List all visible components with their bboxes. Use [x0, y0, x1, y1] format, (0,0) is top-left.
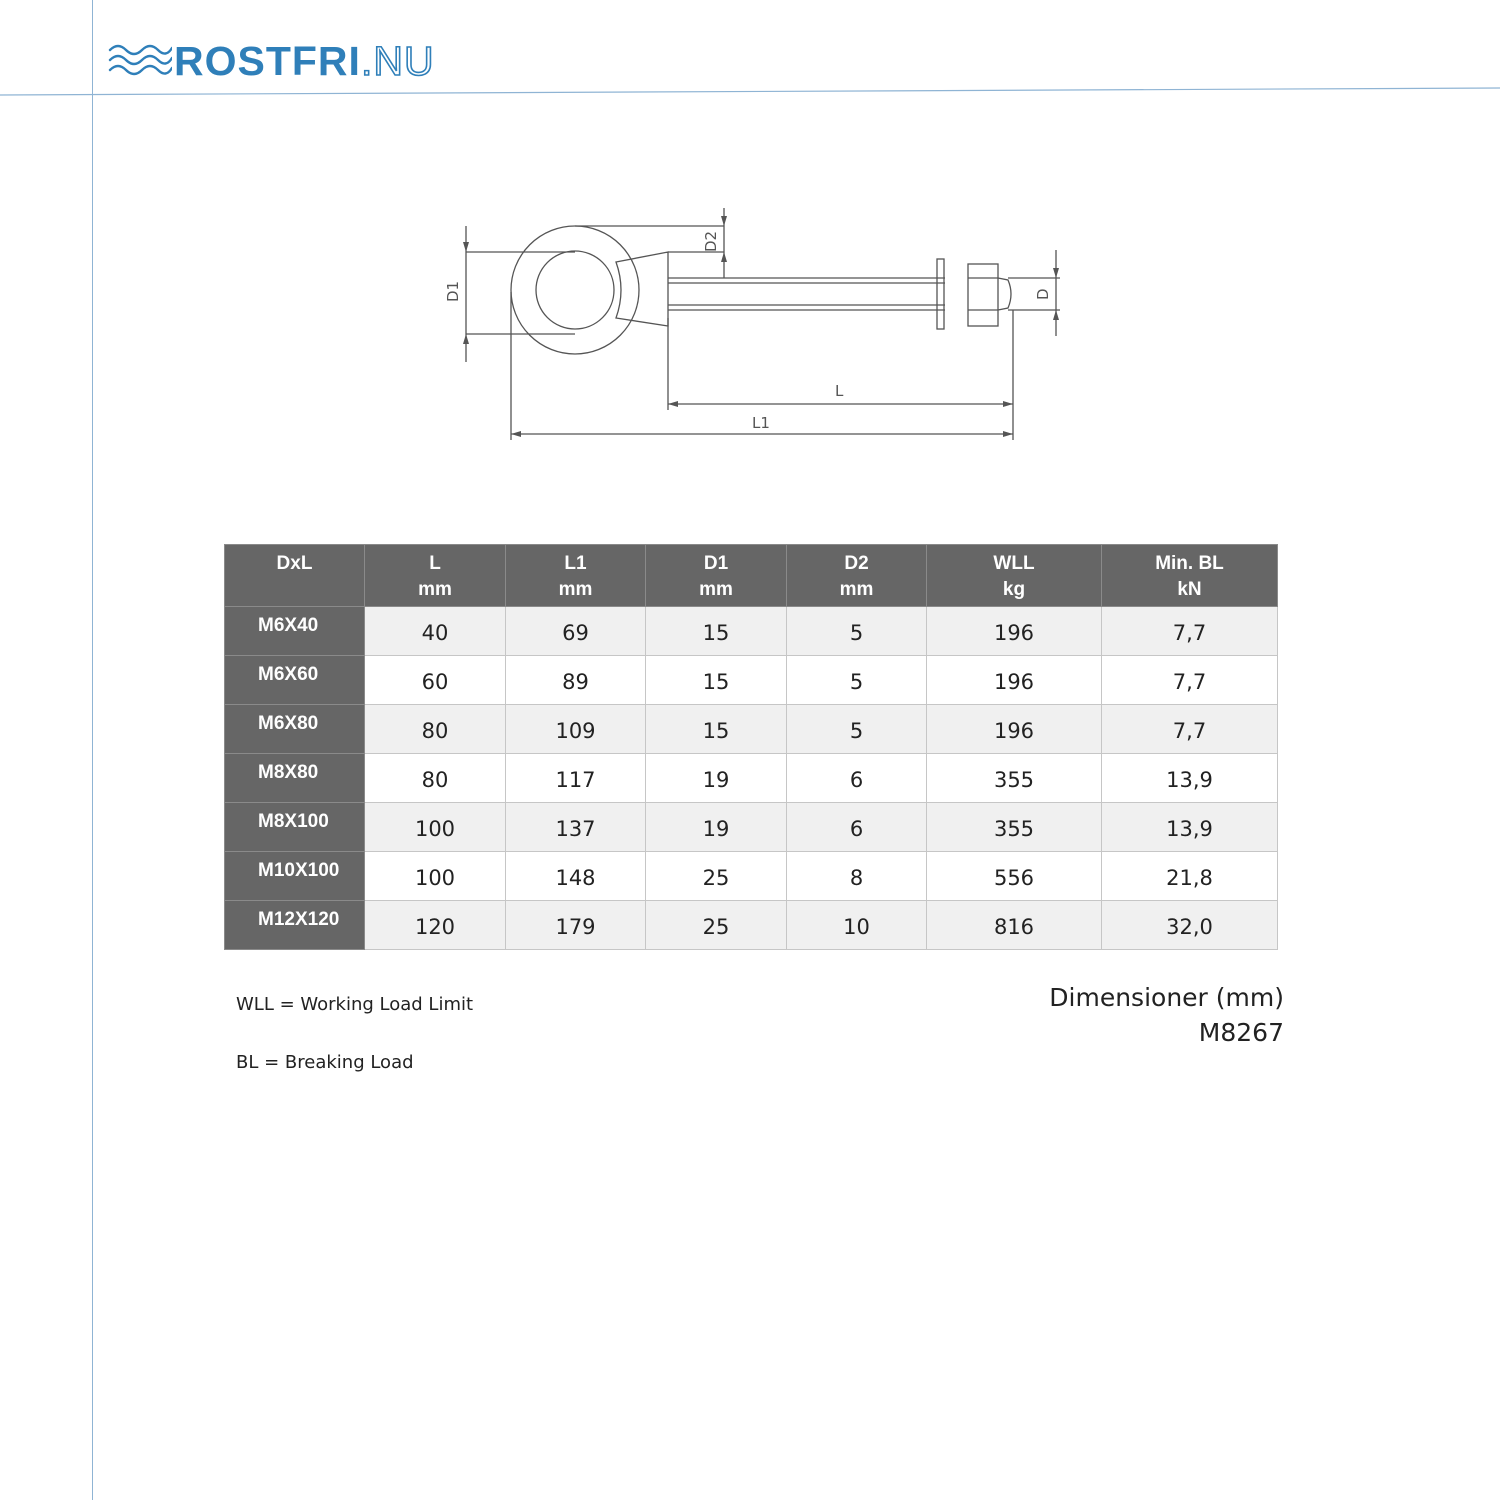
cell-d1: 25 [646, 901, 787, 950]
row-head: M12X120 [225, 901, 365, 950]
cell-l1: 69 [506, 607, 646, 656]
waves-icon [108, 38, 172, 82]
cell-min-bl: 13,9 [1102, 803, 1278, 852]
table-row [225, 852, 1278, 901]
label-l: L [835, 382, 844, 400]
cell-l1: 137 [506, 803, 646, 852]
cell-l1: 89 [506, 656, 646, 705]
dimensions-caption [1049, 980, 1284, 1050]
cell-wll: 355 [927, 803, 1102, 852]
row-head: M8X80 [225, 754, 365, 803]
cell-d2: 5 [787, 656, 927, 705]
cell-d1: 15 [646, 607, 787, 656]
table-row [225, 705, 1278, 754]
cell-l: 100 [365, 852, 506, 901]
cell-min-bl: 7,7 [1102, 656, 1278, 705]
eyebolt-technical-drawing [430, 200, 1090, 450]
cell-d2: 6 [787, 803, 927, 852]
cell-min-bl: 7,7 [1102, 607, 1278, 656]
cell-l: 40 [365, 607, 506, 656]
cell-l: 120 [365, 901, 506, 950]
cell-d1: 15 [646, 656, 787, 705]
cell-l1: 109 [506, 705, 646, 754]
row-head: M10X100 [225, 852, 365, 901]
header-min-bl: Min. BL kN [1102, 545, 1278, 607]
table-row [225, 607, 1278, 656]
brand-logo [108, 36, 468, 86]
cell-l: 80 [365, 705, 506, 754]
label-l1: L1 [752, 414, 770, 432]
cell-d1: 15 [646, 705, 787, 754]
cell-min-bl: 32,0 [1102, 901, 1278, 950]
cell-d1: 25 [646, 852, 787, 901]
table-header-row [225, 545, 1278, 607]
note-wll: WLL = Working Load Limit [236, 994, 474, 1015]
cell-wll: 196 [927, 656, 1102, 705]
row-head: M6X60 [225, 656, 365, 705]
cell-d2: 8 [787, 852, 927, 901]
cell-min-bl: 7,7 [1102, 705, 1278, 754]
brand-wordmark [174, 38, 435, 85]
cell-l: 80 [365, 754, 506, 803]
table-row [225, 803, 1278, 852]
header-l1: L1 mm [506, 545, 646, 607]
cell-l1: 148 [506, 852, 646, 901]
table-row [225, 754, 1278, 803]
specification-table [224, 544, 1278, 950]
row-head: M6X80 [225, 705, 365, 754]
note-bl: BL = Breaking Load [236, 1052, 414, 1073]
dimensions-label: Dimensioner (mm) [1049, 983, 1284, 1012]
product-code: M8267 [1198, 1018, 1284, 1047]
table-row [225, 656, 1278, 705]
brand-name: ROSTFRI [174, 38, 361, 84]
cell-l1: 179 [506, 901, 646, 950]
cell-wll: 816 [927, 901, 1102, 950]
label-d: D [1034, 288, 1052, 300]
header-d2: D2 mm [787, 545, 927, 607]
cell-min-bl: 13,9 [1102, 754, 1278, 803]
cell-l: 100 [365, 803, 506, 852]
cell-wll: 556 [927, 852, 1102, 901]
label-d2: D2 [702, 230, 720, 252]
cell-l1: 117 [506, 754, 646, 803]
cell-wll: 355 [927, 754, 1102, 803]
cell-d2: 6 [787, 754, 927, 803]
cell-wll: 196 [927, 705, 1102, 754]
header-l: L mm [365, 545, 506, 607]
row-head: M6X40 [225, 607, 365, 656]
cell-d2: 5 [787, 607, 927, 656]
left-margin-line [92, 0, 93, 1500]
row-head: M8X100 [225, 803, 365, 852]
label-d1: D1 [444, 280, 462, 302]
table-row [225, 901, 1278, 950]
cell-min-bl: 21,8 [1102, 852, 1278, 901]
cell-wll: 196 [927, 607, 1102, 656]
cell-l: 60 [365, 656, 506, 705]
header-dxl: DxL [225, 545, 365, 607]
header-wll: WLL kg [927, 545, 1102, 607]
cell-d2: 5 [787, 705, 927, 754]
brand-tld: .NU [360, 38, 435, 84]
cell-d2: 10 [787, 901, 927, 950]
cell-d1: 19 [646, 803, 787, 852]
cell-d1: 19 [646, 754, 787, 803]
header-d1: D1 mm [646, 545, 787, 607]
